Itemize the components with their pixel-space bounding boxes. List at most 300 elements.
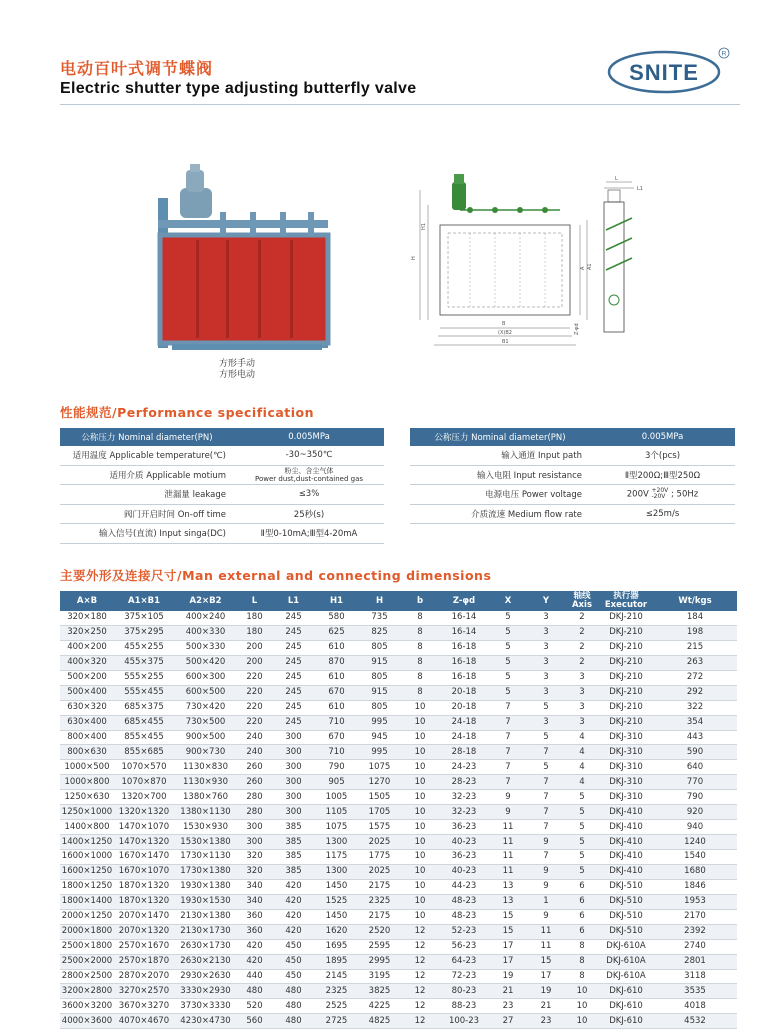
table-cell: 7	[527, 805, 565, 820]
table-cell: 5	[565, 850, 599, 865]
table-cell: 72-23	[439, 969, 489, 984]
table-cell: 520	[237, 999, 272, 1014]
table-cell: 4532	[653, 1014, 737, 1029]
voltage-frequency: ; 50Hz	[670, 489, 699, 500]
brand-text: SNITE	[629, 60, 699, 85]
table-cell: 920	[653, 805, 737, 820]
table-cell: 7	[527, 790, 565, 805]
table-cell: 322	[653, 700, 737, 715]
column-header-line: L	[251, 595, 258, 606]
column-header-line: X	[504, 595, 512, 606]
table-cell: 300	[272, 790, 315, 805]
table-cell: DKJ-610	[599, 984, 653, 999]
table-cell: 480	[272, 984, 315, 999]
table-cell: 320×250	[60, 625, 114, 640]
table-cell: 36-23	[439, 850, 489, 865]
table-cell: 455×375	[114, 655, 174, 670]
table-cell: 1380×1130	[174, 805, 237, 820]
table-cell: 5	[565, 790, 599, 805]
table-cell: 480	[272, 999, 315, 1014]
table-cell: 10	[565, 1014, 599, 1029]
table-cell: 10	[401, 715, 439, 730]
table-cell: 11	[527, 939, 565, 954]
table-cell: DKJ-410	[599, 864, 653, 879]
table-cell: 420	[237, 954, 272, 969]
table-cell: 945	[358, 730, 401, 745]
table-cell: 450	[272, 939, 315, 954]
table-cell: 1953	[653, 894, 737, 909]
table-cell: 215	[653, 640, 737, 655]
performance-table-left	[60, 428, 384, 544]
table-cell: 3	[527, 715, 565, 730]
table-cell: 4018	[653, 999, 737, 1014]
table-cell: 443	[653, 730, 737, 745]
table-row	[410, 446, 735, 466]
table-cell: 2740	[653, 939, 737, 954]
column-header-line: 轴线	[573, 591, 591, 601]
table-cell: 1240	[653, 835, 737, 850]
table-cell: DKJ-210	[599, 655, 653, 670]
table-cell: 3	[527, 670, 565, 685]
table-cell: 16-18	[439, 670, 489, 685]
valve-photo	[150, 160, 340, 350]
table-cell: 610	[315, 700, 358, 715]
table-cell: 2000×1800	[60, 924, 114, 939]
table-cell: 2525	[315, 999, 358, 1014]
table-cell: 3200×2800	[60, 984, 114, 999]
table-cell: 800×400	[60, 730, 114, 745]
table-cell: 5	[489, 640, 527, 655]
tolerance-minus: -20V	[651, 493, 666, 501]
header-cell: 0.005MPa	[234, 428, 384, 446]
table-cell: 10	[401, 879, 439, 894]
table-row	[60, 969, 737, 984]
table-cell: DKJ-510	[599, 924, 653, 939]
table-cell: 13	[489, 894, 527, 909]
table-cell: 2	[565, 611, 599, 625]
table-cell: 1575	[358, 820, 401, 835]
table-cell: 805	[358, 700, 401, 715]
table-cell: 1250×630	[60, 790, 114, 805]
table-cell: 10	[565, 999, 599, 1014]
table-cell: 2175	[358, 909, 401, 924]
table-cell: 3	[527, 685, 565, 700]
table-row	[60, 984, 737, 999]
table-cell: 5	[489, 685, 527, 700]
table-cell: DKJ-210	[599, 611, 653, 625]
table-cell: 1005	[315, 790, 358, 805]
table-cell: 2570×1870	[114, 954, 174, 969]
column-header	[599, 591, 653, 611]
spec-value: Ⅱ型0-10mA;Ⅲ型4-20mA	[234, 524, 384, 544]
table-cell: 88-23	[439, 999, 489, 1014]
table-cell: 9	[489, 805, 527, 820]
table-cell: 300	[237, 820, 272, 835]
table-cell: 2630×2130	[174, 954, 237, 969]
label-b1: B1	[502, 339, 509, 345]
table-cell: 3535	[653, 984, 737, 999]
table-row	[60, 730, 737, 745]
table-cell: 245	[272, 670, 315, 685]
table-cell: 300	[237, 835, 272, 850]
table-cell: 2	[565, 625, 599, 640]
label-zd: Z-φd	[574, 323, 580, 335]
spec-value	[590, 485, 735, 505]
table-cell: 2170	[653, 909, 737, 924]
table-cell: 1620	[315, 924, 358, 939]
table-cell: 2025	[358, 864, 401, 879]
table-row	[60, 775, 737, 790]
table-cell: 8	[565, 969, 599, 984]
label-a1: A1	[587, 263, 593, 270]
table-cell: 11	[527, 924, 565, 939]
column-header-line: L1	[287, 595, 300, 606]
table-cell: DKJ-210	[599, 640, 653, 655]
performance-table-right	[410, 428, 735, 524]
table-cell: 1705	[358, 805, 401, 820]
table-cell: 1530×1380	[174, 835, 237, 850]
column-header-line: Z-φd	[452, 595, 476, 606]
table-cell: 3270×2570	[114, 984, 174, 999]
table-row	[60, 465, 384, 485]
table-cell: 400×320	[60, 655, 114, 670]
table-cell: 12	[401, 984, 439, 999]
table-cell: 2725	[315, 1014, 358, 1029]
table-cell: 360	[237, 924, 272, 939]
table-cell: 590	[653, 745, 737, 760]
table-cell: 6	[565, 909, 599, 924]
table-cell: 3	[565, 685, 599, 700]
table-cell: 450	[272, 954, 315, 969]
table-cell: 16-14	[439, 625, 489, 640]
table-cell: 8	[401, 611, 439, 625]
table-cell: DKJ-610	[599, 999, 653, 1014]
table-cell: 385	[272, 820, 315, 835]
table-row	[60, 850, 737, 865]
table-row	[410, 504, 735, 524]
table-cell: 2025	[358, 835, 401, 850]
table-cell: DKJ-610A	[599, 939, 653, 954]
column-header-line: Wt/kgs	[678, 595, 712, 606]
table-cell: 24-18	[439, 730, 489, 745]
table-cell: 440	[237, 969, 272, 984]
table-cell: 1175	[315, 850, 358, 865]
table-cell: 400×240	[174, 611, 237, 625]
table-cell: 320×180	[60, 611, 114, 625]
table-cell: 420	[237, 939, 272, 954]
table-cell: 300	[272, 805, 315, 820]
table-cell: 100-23	[439, 1014, 489, 1029]
table-cell: 5	[527, 730, 565, 745]
table-cell: 44-23	[439, 879, 489, 894]
table-cell: 9	[527, 879, 565, 894]
table-cell: 15	[527, 954, 565, 969]
table-cell: 805	[358, 670, 401, 685]
table-row	[60, 504, 384, 524]
table-cell: 292	[653, 685, 737, 700]
table-cell: 3670×3270	[114, 999, 174, 1014]
column-header	[174, 591, 237, 611]
column-header	[527, 591, 565, 611]
spec-label: 适用介质 Applicable motium	[60, 465, 234, 485]
table-cell: 450	[272, 969, 315, 984]
table-cell: 5	[527, 760, 565, 775]
table-cell: 48-23	[439, 894, 489, 909]
table-cell: 245	[272, 700, 315, 715]
table-cell: 995	[358, 715, 401, 730]
table-cell: 56-23	[439, 939, 489, 954]
label-l: L	[615, 176, 618, 182]
table-cell: 10	[401, 730, 439, 745]
table-cell: 1930×1380	[174, 879, 237, 894]
table-cell: 2500×2000	[60, 954, 114, 969]
table-cell: 7	[527, 775, 565, 790]
table-cell: 1730×1380	[174, 864, 237, 879]
table-cell: 1930×1530	[174, 894, 237, 909]
table-cell: 480	[272, 1014, 315, 1029]
table-cell: 600×300	[174, 670, 237, 685]
table-cell: 5	[527, 700, 565, 715]
table-cell: 9	[527, 864, 565, 879]
table-cell: 20-18	[439, 700, 489, 715]
table-row	[60, 524, 384, 544]
voltage-tolerance	[652, 488, 669, 500]
table-cell: 245	[272, 625, 315, 640]
table-cell: 2570×1670	[114, 939, 174, 954]
header-divider	[60, 104, 740, 105]
table-cell: 300	[272, 760, 315, 775]
table-cell: 1846	[653, 879, 737, 894]
column-header	[272, 591, 315, 611]
registered-mark: R	[721, 50, 727, 58]
table-cell: 260	[237, 775, 272, 790]
table-cell: 500×330	[174, 640, 237, 655]
table-cell: 7	[527, 745, 565, 760]
column-header	[439, 591, 489, 611]
table-cell: 1450	[315, 909, 358, 924]
table-cell: 16-18	[439, 655, 489, 670]
table-cell: 280	[237, 790, 272, 805]
table-cell: 2930×2630	[174, 969, 237, 984]
table-cell: 2870×2070	[114, 969, 174, 984]
table-cell: 385	[272, 864, 315, 879]
table-cell: 19	[489, 969, 527, 984]
table-cell: 27	[489, 1014, 527, 1029]
column-header	[114, 591, 174, 611]
table-cell: 21	[489, 984, 527, 999]
table-cell: 1270	[358, 775, 401, 790]
table-cell: 23	[527, 1014, 565, 1029]
table-cell: 2145	[315, 969, 358, 984]
table-cell: 7	[489, 730, 527, 745]
table-cell: 245	[272, 655, 315, 670]
table-cell: 2	[565, 655, 599, 670]
table-row	[60, 954, 737, 969]
table-cell: 5	[565, 864, 599, 879]
table-cell: 1000×800	[60, 775, 114, 790]
table-cell: 8	[565, 939, 599, 954]
table-cell: 200	[237, 640, 272, 655]
table-row	[410, 465, 735, 485]
table-body	[60, 611, 737, 1029]
table-cell: 220	[237, 685, 272, 700]
column-header	[237, 591, 272, 611]
table-cell: 1	[527, 894, 565, 909]
table-cell: 28-18	[439, 745, 489, 760]
table-cell: 7	[489, 745, 527, 760]
table-cell: 385	[272, 850, 315, 865]
table-cell: 555×455	[114, 685, 174, 700]
table-cell: 10	[401, 894, 439, 909]
table-cell: 200	[237, 655, 272, 670]
table-cell: 2801	[653, 954, 737, 969]
table-cell: 64-23	[439, 954, 489, 969]
voltage-base: 200V	[626, 489, 649, 500]
table-cell: 2800×2500	[60, 969, 114, 984]
table-row	[60, 790, 737, 805]
table-cell: 2520	[358, 924, 401, 939]
table-cell: 300	[272, 730, 315, 745]
spec-label: 阀门开启时间 On-off time	[60, 504, 234, 524]
table-row	[60, 805, 737, 820]
column-header-line: H	[375, 595, 384, 606]
table-cell: 240	[237, 745, 272, 760]
table-cell: 10	[401, 760, 439, 775]
column-header	[60, 591, 114, 611]
table-cell: DKJ-410	[599, 805, 653, 820]
table-cell: 400×330	[174, 625, 237, 640]
table-cell: 19	[527, 984, 565, 999]
table-cell: 1505	[358, 790, 401, 805]
column-header	[653, 591, 737, 611]
table-cell: 855×685	[114, 745, 174, 760]
table-cell: 220	[237, 715, 272, 730]
column-header	[489, 591, 527, 611]
table-cell: 245	[272, 715, 315, 730]
table-cell: 855×455	[114, 730, 174, 745]
table-row	[60, 655, 737, 670]
column-header	[401, 591, 439, 611]
table-cell: 10	[401, 850, 439, 865]
table-cell: 1320×700	[114, 790, 174, 805]
table-cell: 245	[272, 640, 315, 655]
table-cell: 36-23	[439, 820, 489, 835]
table-cell: 16-14	[439, 611, 489, 625]
table-row	[60, 700, 737, 715]
table-cell: 1870×1320	[114, 879, 174, 894]
table-cell: 3	[527, 655, 565, 670]
header-cell: 0.005MPa	[590, 428, 735, 446]
table-cell: 8	[401, 625, 439, 640]
table-cell: 940	[653, 820, 737, 835]
table-cell: 905	[315, 775, 358, 790]
table-cell: 1130×930	[174, 775, 237, 790]
table-cell: 10	[401, 909, 439, 924]
table-row	[60, 820, 737, 835]
table-row	[60, 446, 384, 466]
table-header-row	[410, 428, 735, 446]
table-cell: 80-23	[439, 984, 489, 999]
table-cell: 730×500	[174, 715, 237, 730]
table-cell: 7	[489, 700, 527, 715]
column-header-line: 执行器	[613, 591, 639, 601]
table-cell: 28-23	[439, 775, 489, 790]
tolerance-plus: +20V	[651, 487, 669, 495]
table-cell: 625	[315, 625, 358, 640]
spec-value: 25秒(s)	[234, 504, 384, 524]
table-cell: 8	[565, 954, 599, 969]
table-cell: 272	[653, 670, 737, 685]
column-header-line: Y	[542, 595, 550, 606]
table-cell: 2130×1380	[174, 909, 237, 924]
table-cell: 1670×1470	[114, 850, 174, 865]
table-cell: 1730×1130	[174, 850, 237, 865]
table-cell: 640	[653, 760, 737, 775]
table-cell: 10	[401, 835, 439, 850]
table-cell: 670	[315, 730, 358, 745]
table-cell: 17	[527, 969, 565, 984]
table-row	[60, 835, 737, 850]
table-cell: 24-18	[439, 715, 489, 730]
table-cell: 48-23	[439, 909, 489, 924]
table-cell: 12	[401, 999, 439, 1014]
spec-label: 输入信号(直流) Input singa(DC)	[60, 524, 234, 544]
table-cell: 180	[237, 625, 272, 640]
table-cell: 263	[653, 655, 737, 670]
table-cell: 13	[489, 879, 527, 894]
table-cell: 6	[565, 894, 599, 909]
table-cell: 245	[272, 611, 315, 625]
table-cell: 8	[401, 640, 439, 655]
table-cell: 735	[358, 611, 401, 625]
column-header	[315, 591, 358, 611]
table-cell: DKJ-610	[599, 1014, 653, 1029]
table-row	[60, 625, 737, 640]
spec-value-line: 粉尘、含尘气体	[284, 466, 334, 475]
table-cell: 8	[401, 685, 439, 700]
table-cell: DKJ-310	[599, 790, 653, 805]
table-cell: 7	[527, 850, 565, 865]
label-h1: H1	[421, 223, 427, 230]
table-cell: 7	[489, 760, 527, 775]
table-cell: 1000×500	[60, 760, 114, 775]
table-cell: 2500×1800	[60, 939, 114, 954]
table-row	[60, 685, 737, 700]
table-cell: 3	[527, 640, 565, 655]
table-cell: 600×500	[174, 685, 237, 700]
table-cell: 3195	[358, 969, 401, 984]
table-cell: 1075	[358, 760, 401, 775]
table-cell: 12	[401, 939, 439, 954]
table-cell: 500×420	[174, 655, 237, 670]
table-cell: 17	[489, 939, 527, 954]
table-cell: DKJ-610A	[599, 954, 653, 969]
column-header-line: Executor	[604, 600, 648, 610]
table-header-row	[60, 428, 384, 446]
spec-label: 泄漏量 leakage	[60, 485, 234, 505]
spec-value: ≤3%	[234, 485, 384, 505]
table-cell: 500×400	[60, 685, 114, 700]
table-cell: 2630×1730	[174, 939, 237, 954]
table-cell: DKJ-510	[599, 909, 653, 924]
table-cell: 220	[237, 700, 272, 715]
spec-label: 适用温度 Applicable temperature(℃)	[60, 446, 234, 466]
spec-value	[234, 465, 384, 485]
table-cell: 3825	[358, 984, 401, 999]
table-cell: 5	[565, 820, 599, 835]
table-cell: 5	[489, 655, 527, 670]
table-cell: 825	[358, 625, 401, 640]
